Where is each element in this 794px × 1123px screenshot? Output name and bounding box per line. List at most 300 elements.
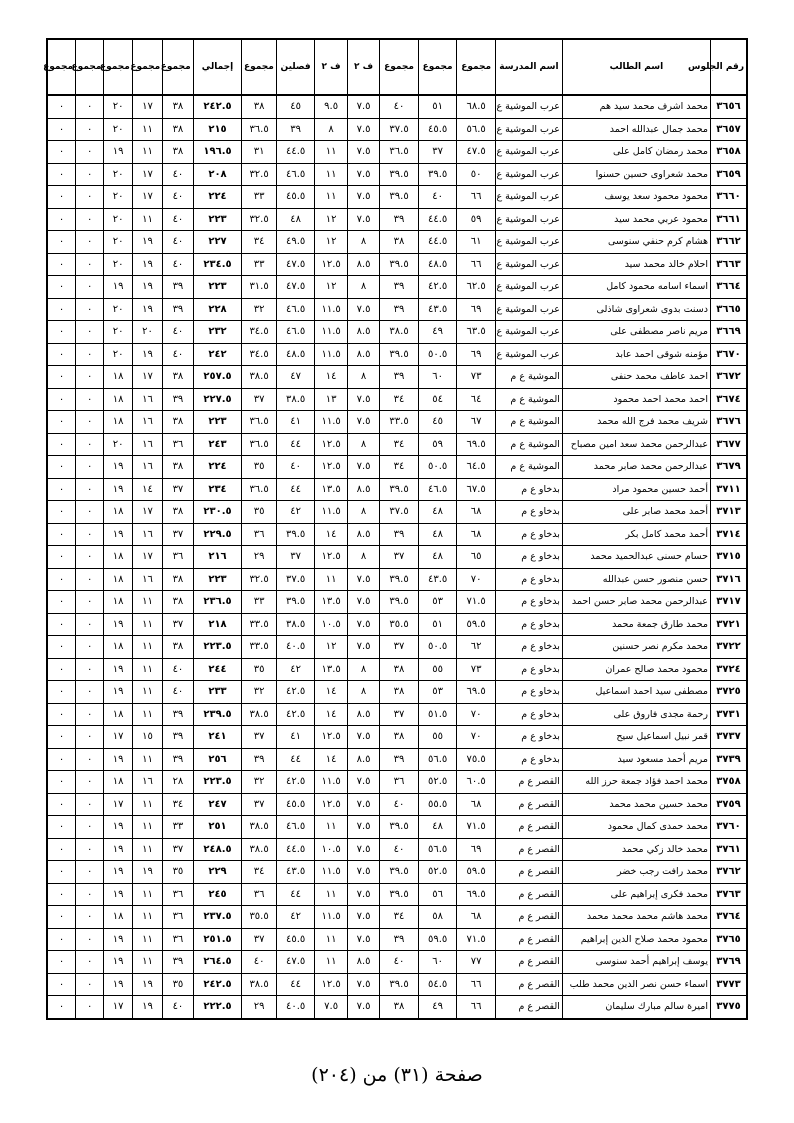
score-cell: ٧.٥ <box>347 816 379 839</box>
score-cell: ٠ <box>76 636 104 659</box>
score-cell: ٠ <box>47 433 76 456</box>
score-cell: ٢٠ <box>104 186 132 209</box>
score-cell: ١١ <box>315 883 347 906</box>
score-cell: ١١ <box>315 141 347 164</box>
score-cell: ٦٦ <box>457 253 496 276</box>
score-cell: ١١ <box>132 748 162 771</box>
score-cell: ٢٠ <box>104 95 132 118</box>
column-header: مجموع <box>380 39 419 95</box>
seat-number-cell: ٣٧١٧ <box>710 591 747 614</box>
score-cell: ٠ <box>76 681 104 704</box>
score-cell: ٠ <box>76 861 104 884</box>
score-cell: ٤٩ <box>418 321 457 344</box>
score-cell: ٣١.٥ <box>242 276 276 299</box>
score-cell: ٦٠ <box>418 366 457 389</box>
student-name-cell: حسام حسنى عبدالحميد محمد <box>562 546 710 569</box>
student-name-cell: محمود عربي محمد سيد <box>562 208 710 231</box>
score-cell: ٦٣.٥ <box>457 321 496 344</box>
score-cell: ٧.٥ <box>347 141 379 164</box>
school-name-cell: القصر ع م <box>495 838 562 861</box>
table-row <box>47 523 747 546</box>
score-cell: ٠ <box>76 883 104 906</box>
score-cell: ٠ <box>76 208 104 231</box>
score-cell: ١١ <box>132 141 162 164</box>
score-cell: ٠ <box>76 366 104 389</box>
score-cell: ٧.٥ <box>347 388 379 411</box>
score-cell: ٤٨ <box>418 523 457 546</box>
score-cell: ٤٥.٥ <box>276 928 315 951</box>
score-cell: ٥٤.٥ <box>418 973 457 996</box>
score-cell: ٣٩.٥ <box>380 186 419 209</box>
score-cell: ٠ <box>76 231 104 254</box>
school-name-cell: القصر ع م <box>495 906 562 929</box>
student-name-cell: عبدالرحمن محمد صابر محمد <box>562 456 710 479</box>
score-cell: ٠ <box>47 793 76 816</box>
score-cell: ٣٦.٥ <box>380 141 419 164</box>
score-cell: ٣٩.٥ <box>380 973 419 996</box>
score-cell: ٥٣ <box>418 591 457 614</box>
score-cell: ٣٩.٥ <box>380 478 419 501</box>
score-cell: ٠ <box>47 883 76 906</box>
score-cell: ٦٩ <box>457 343 496 366</box>
score-cell: ١٧ <box>132 186 162 209</box>
score-cell: ٤٢.٥ <box>276 681 315 704</box>
score-cell: ١٨ <box>104 568 132 591</box>
score-cell: ٠ <box>76 411 104 434</box>
score-cell: ٥٠.٥ <box>418 343 457 366</box>
table-row <box>47 456 747 479</box>
score-cell: ٣٨.٥ <box>242 973 276 996</box>
score-cell: ٠ <box>47 141 76 164</box>
score-cell: ٠ <box>47 388 76 411</box>
school-name-cell: بدخاو ع م <box>495 523 562 546</box>
seat-number-cell: ٣٦٥٨ <box>710 141 747 164</box>
score-cell: ١١ <box>315 816 347 839</box>
score-cell: ٧٣ <box>457 366 496 389</box>
score-cell: ٣٧ <box>380 546 419 569</box>
score-cell: ١٣.٥ <box>315 478 347 501</box>
score-cell: ٠ <box>76 793 104 816</box>
score-cell: ٧٣ <box>457 658 496 681</box>
score-cell: ٠ <box>47 838 76 861</box>
student-name-cell: محمد رافت رجب خضر <box>562 861 710 884</box>
score-cell: ٥٥ <box>418 726 457 749</box>
score-cell: ١٩ <box>104 748 132 771</box>
score-cell: ٠ <box>76 748 104 771</box>
score-cell: ٠ <box>76 321 104 344</box>
school-name-cell: الموشية ع م <box>495 366 562 389</box>
score-cell: ٠ <box>47 276 76 299</box>
table-row <box>47 636 747 659</box>
score-cell: ٣٨.٥ <box>276 613 315 636</box>
score-cell: ٧٥.٥ <box>457 748 496 771</box>
total-cell: ٢٠٨ <box>193 163 242 186</box>
score-cell: ٤٠ <box>163 321 193 344</box>
score-cell: ٢٠ <box>104 118 132 141</box>
score-cell: ٠ <box>47 523 76 546</box>
score-cell: ٦٩.٥ <box>457 433 496 456</box>
table-row <box>47 253 747 276</box>
score-cell: ٠ <box>76 163 104 186</box>
score-cell: ٠ <box>47 568 76 591</box>
score-cell: ٣١ <box>242 141 276 164</box>
score-cell: ١١.٥ <box>315 321 347 344</box>
score-cell: ١١ <box>315 568 347 591</box>
table-body <box>47 95 747 1019</box>
score-cell: ٢٠ <box>104 253 132 276</box>
score-cell: ٥٦ <box>418 883 457 906</box>
score-cell: ٣٩.٥ <box>276 523 315 546</box>
score-cell: ٧.٥ <box>347 613 379 636</box>
score-cell: ١١ <box>132 816 162 839</box>
score-cell: ٤٠ <box>380 951 419 974</box>
score-cell: ٠ <box>47 906 76 929</box>
score-cell: ٣٣.٥ <box>242 636 276 659</box>
seat-number-cell: ٣٦٧٤ <box>710 388 747 411</box>
total-cell: ٢٤١ <box>193 726 242 749</box>
score-cell: ٤٧.٥ <box>457 141 496 164</box>
score-cell: ٣٨ <box>380 231 419 254</box>
score-cell: ٠ <box>76 118 104 141</box>
score-cell: ٠ <box>76 658 104 681</box>
score-cell: ٣٤ <box>380 388 419 411</box>
score-cell: ٥٠.٥ <box>418 456 457 479</box>
score-cell: ١٦ <box>132 771 162 794</box>
score-cell: ٨ <box>347 366 379 389</box>
score-cell: ٣٩.٥ <box>380 253 419 276</box>
score-cell: ٣٨.٥ <box>242 838 276 861</box>
score-cell: ٦٧.٥ <box>457 478 496 501</box>
table-row <box>47 838 747 861</box>
score-cell: ٤٨ <box>418 816 457 839</box>
score-cell: ٥٦.٥ <box>418 748 457 771</box>
school-name-cell: القصر ع م <box>495 816 562 839</box>
total-cell: ٢٤٢.٥ <box>193 95 242 118</box>
score-cell: ٤٧.٥ <box>276 276 315 299</box>
score-cell: ٣٦.٥ <box>242 478 276 501</box>
score-cell: ١٦ <box>132 433 162 456</box>
school-name-cell: عرب الموشية ع <box>495 163 562 186</box>
score-cell: ٠ <box>76 501 104 524</box>
score-cell: ٠ <box>76 523 104 546</box>
score-cell: ٨.٥ <box>347 478 379 501</box>
score-cell: ١٦ <box>132 411 162 434</box>
score-cell: ٧.٥ <box>347 591 379 614</box>
score-cell: ١٤ <box>132 478 162 501</box>
score-cell: ٣٦ <box>242 883 276 906</box>
score-cell: ١٧ <box>104 726 132 749</box>
score-cell: ٤٤ <box>276 883 315 906</box>
seat-number-cell: ٣٧٢٤ <box>710 658 747 681</box>
score-cell: ٧.٥ <box>347 861 379 884</box>
column-header: مجموع <box>163 39 193 95</box>
table-row <box>47 703 747 726</box>
table-row <box>47 816 747 839</box>
score-cell: ٣٩ <box>380 748 419 771</box>
table-row <box>47 951 747 974</box>
score-cell: ٤٥ <box>276 95 315 118</box>
score-cell: ٣٧ <box>418 141 457 164</box>
score-cell: ٧.٥ <box>315 996 347 1019</box>
school-name-cell: الموشية ع م <box>495 388 562 411</box>
seat-number-cell: ٣٦٧٢ <box>710 366 747 389</box>
seat-number-cell: ٣٦٧٦ <box>710 411 747 434</box>
seat-number-cell: ٣٧٦٩ <box>710 951 747 974</box>
column-header: مجموع <box>418 39 457 95</box>
score-cell: ٠ <box>47 411 76 434</box>
score-cell: ٤٣.٥ <box>418 568 457 591</box>
score-cell: ٣٩.٥ <box>380 883 419 906</box>
score-cell: ٠ <box>76 343 104 366</box>
score-cell: ٠ <box>76 276 104 299</box>
score-cell: ٤٥ <box>418 411 457 434</box>
seat-number-cell: ٣٧٣٩ <box>710 748 747 771</box>
score-cell: ١٨ <box>104 366 132 389</box>
score-cell: ١٤ <box>315 523 347 546</box>
score-cell: ٨ <box>347 433 379 456</box>
student-name-cell: حسن منصور حسن عبدالله <box>562 568 710 591</box>
score-cell: ٣٤.٥ <box>242 321 276 344</box>
score-cell: ٣٣ <box>242 186 276 209</box>
total-cell: ٢٢٣ <box>193 411 242 434</box>
score-cell: ١١ <box>132 658 162 681</box>
score-cell: ٠ <box>47 951 76 974</box>
score-cell: ١٩ <box>104 883 132 906</box>
seat-number-cell: ٣٧٦٥ <box>710 928 747 951</box>
page-number: صفحة (٣١) من (٢٠٤) <box>311 1064 483 1086</box>
column-header: اسم الطالب <box>562 39 710 95</box>
score-cell: ٦٥ <box>457 546 496 569</box>
score-cell: ٣٥ <box>242 456 276 479</box>
total-cell: ٢٤٨.٥ <box>193 838 242 861</box>
student-name-cell: اميرة سالم مبارك سليمان <box>562 996 710 1019</box>
student-name-cell: مريم ناصر مصطفى على <box>562 321 710 344</box>
score-cell: ١٢.٥ <box>315 546 347 569</box>
score-cell: ٠ <box>76 433 104 456</box>
school-name-cell: عرب الموشية ع <box>495 186 562 209</box>
school-name-cell: بدخاو ع م <box>495 613 562 636</box>
score-cell: ٠ <box>76 141 104 164</box>
school-name-cell: عرب الموشية ع <box>495 276 562 299</box>
seat-number-cell: ٣٧٣١ <box>710 703 747 726</box>
score-cell: ٣٧ <box>380 636 419 659</box>
score-cell: ٤٤.٥ <box>276 838 315 861</box>
score-cell: ٦٧ <box>457 411 496 434</box>
school-name-cell: القصر ع م <box>495 771 562 794</box>
score-cell: ١١.٥ <box>315 501 347 524</box>
score-cell: ١٧ <box>132 546 162 569</box>
total-cell: ٢٢٣ <box>193 208 242 231</box>
total-cell: ٢٣٧.٥ <box>193 906 242 929</box>
score-cell: ٤٤.٥ <box>418 231 457 254</box>
score-cell: ٥٣ <box>418 681 457 704</box>
score-cell: ٧.٥ <box>347 636 379 659</box>
score-cell: ٧.٥ <box>347 186 379 209</box>
total-cell: ٢١٨ <box>193 613 242 636</box>
score-cell: ٥٥ <box>418 658 457 681</box>
score-cell: ٣٤ <box>242 861 276 884</box>
total-cell: ٢٣٢ <box>193 321 242 344</box>
score-cell: ٣٧ <box>380 703 419 726</box>
column-header: فصلين <box>276 39 315 95</box>
score-cell: ٤١ <box>276 411 315 434</box>
score-cell: ١٩ <box>104 141 132 164</box>
score-cell: ١٩ <box>104 613 132 636</box>
seat-number-cell: ٣٧١٤ <box>710 523 747 546</box>
score-cell: ٦٦ <box>457 973 496 996</box>
student-name-cell: احمد عاطف محمد حنفى <box>562 366 710 389</box>
score-cell: ٠ <box>76 186 104 209</box>
school-name-cell: عرب الموشية ع <box>495 141 562 164</box>
total-cell: ٢٣٣ <box>193 681 242 704</box>
score-cell: ١١.٥ <box>315 861 347 884</box>
student-name-cell: اسماء حسن نصر الدين محمد طلب <box>562 973 710 996</box>
score-cell: ٠ <box>47 591 76 614</box>
table-row <box>47 928 747 951</box>
score-cell: ٧.٥ <box>347 771 379 794</box>
table-row <box>47 681 747 704</box>
student-name-cell: اسماء اسامه محمود كامل <box>562 276 710 299</box>
score-cell: ٧.٥ <box>347 906 379 929</box>
score-cell: ١٣ <box>315 388 347 411</box>
score-cell: ١١ <box>132 838 162 861</box>
score-cell: ٢٩ <box>242 996 276 1019</box>
score-cell: ٨.٥ <box>347 253 379 276</box>
score-cell: ٠ <box>47 95 76 118</box>
score-cell: ١١.٥ <box>315 906 347 929</box>
score-cell: ٧.٥ <box>347 208 379 231</box>
score-cell: ٣٩ <box>163 298 193 321</box>
score-cell: ١٨ <box>104 411 132 434</box>
column-header: ف ٢ <box>347 39 379 95</box>
score-cell: ٣٤.٥ <box>242 343 276 366</box>
seat-number-cell: ٣٧٦١ <box>710 838 747 861</box>
table-row <box>47 748 747 771</box>
score-cell: ٣٨.٥ <box>242 703 276 726</box>
score-cell: ١٧ <box>132 95 162 118</box>
score-cell: ١٢ <box>315 276 347 299</box>
score-cell: ٣٨ <box>163 95 193 118</box>
seat-number-cell: ٣٧١٦ <box>710 568 747 591</box>
school-name-cell: عرب الموشية ع <box>495 95 562 118</box>
score-cell: ١٩ <box>104 478 132 501</box>
score-cell: ٤٦.٥ <box>276 298 315 321</box>
score-cell: ٦١ <box>457 231 496 254</box>
score-cell: ٨ <box>347 681 379 704</box>
score-cell: ٣٢ <box>242 298 276 321</box>
score-cell: ٣٦ <box>380 771 419 794</box>
school-name-cell: القصر ع م <box>495 793 562 816</box>
school-name-cell: عرب الموشية ع <box>495 253 562 276</box>
score-cell: ١٨ <box>104 388 132 411</box>
score-cell: ١٧ <box>132 366 162 389</box>
table-row <box>47 186 747 209</box>
score-cell: ٤٩ <box>418 996 457 1019</box>
seat-number-cell: ٣٧٦٠ <box>710 816 747 839</box>
score-cell: ١١ <box>132 906 162 929</box>
score-cell: ١١ <box>132 591 162 614</box>
score-cell: ٢٩ <box>242 546 276 569</box>
score-cell: ٣٨ <box>380 726 419 749</box>
score-cell: ٧٠ <box>457 726 496 749</box>
score-cell: ١٩ <box>104 861 132 884</box>
score-cell: ١١ <box>132 883 162 906</box>
score-cell: ١١ <box>132 118 162 141</box>
score-cell: ٧١.٥ <box>457 928 496 951</box>
score-cell: ٢٨ <box>163 771 193 794</box>
score-cell: ١٩ <box>104 838 132 861</box>
score-cell: ٤٢ <box>276 906 315 929</box>
table-row <box>47 861 747 884</box>
score-cell: ٣٧ <box>276 546 315 569</box>
score-cell: ١٩ <box>132 231 162 254</box>
score-cell: ٦٨.٥ <box>457 95 496 118</box>
score-cell: ٥٠.٥ <box>418 636 457 659</box>
score-cell: ٤٩.٥ <box>276 231 315 254</box>
score-cell: ١٤ <box>315 748 347 771</box>
total-cell: ٢٢٩.٥ <box>193 523 242 546</box>
score-cell: ٧.٥ <box>347 411 379 434</box>
score-cell: ٠ <box>47 613 76 636</box>
school-name-cell: بدخاو ع م <box>495 546 562 569</box>
score-cell: ٣٦ <box>163 906 193 929</box>
score-cell: ١٩ <box>104 456 132 479</box>
score-cell: ٤٦.٥ <box>276 321 315 344</box>
total-cell: ٢٣٦.٥ <box>193 591 242 614</box>
student-name-cell: محمد مكرم نصر حسنين <box>562 636 710 659</box>
score-cell: ٤٦.٥ <box>276 816 315 839</box>
score-cell: ١٢.٥ <box>315 726 347 749</box>
score-cell: ٤٢ <box>276 658 315 681</box>
score-cell: ١٢.٥ <box>315 973 347 996</box>
score-cell: ٤٥.٥ <box>276 186 315 209</box>
score-cell: ٣٥ <box>242 658 276 681</box>
score-cell: ١٩ <box>104 816 132 839</box>
score-cell: ١٢.٥ <box>315 793 347 816</box>
score-cell: ٤٦.٥ <box>418 478 457 501</box>
total-cell: ٢٣٠.٥ <box>193 501 242 524</box>
score-cell: ٤٠ <box>163 231 193 254</box>
score-cell: ٤٨ <box>418 546 457 569</box>
score-cell: ١١ <box>315 928 347 951</box>
score-cell: ٠ <box>76 996 104 1019</box>
total-cell: ٢٥١ <box>193 816 242 839</box>
score-cell: ١٩ <box>132 298 162 321</box>
score-cell: ٥٩.٥ <box>418 928 457 951</box>
score-cell: ٠ <box>47 681 76 704</box>
score-cell: ٢٠ <box>104 298 132 321</box>
school-name-cell: بدخاو ع م <box>495 636 562 659</box>
score-cell: ٥٢.٥ <box>418 861 457 884</box>
score-cell: ٣٨ <box>242 95 276 118</box>
score-cell: ٣٨ <box>380 996 419 1019</box>
score-cell: ٣٨.٥ <box>276 388 315 411</box>
score-cell: ٠ <box>76 591 104 614</box>
student-name-cell: أحمد محمد صابر على <box>562 501 710 524</box>
score-cell: ٥٩ <box>418 433 457 456</box>
score-cell: ١٢.٥ <box>315 433 347 456</box>
total-cell: ٢٥٦ <box>193 748 242 771</box>
seat-number-cell: ٣٧٦٢ <box>710 861 747 884</box>
column-header: رقم الجلوس <box>710 39 747 95</box>
table-row <box>47 343 747 366</box>
score-cell: ٣٩ <box>163 388 193 411</box>
score-cell: ٠ <box>47 478 76 501</box>
score-cell: ٣٦ <box>163 928 193 951</box>
score-cell: ٢٠ <box>104 163 132 186</box>
seat-number-cell: ٣٦٦٢ <box>710 231 747 254</box>
score-cell: ٤٢.٥ <box>276 771 315 794</box>
